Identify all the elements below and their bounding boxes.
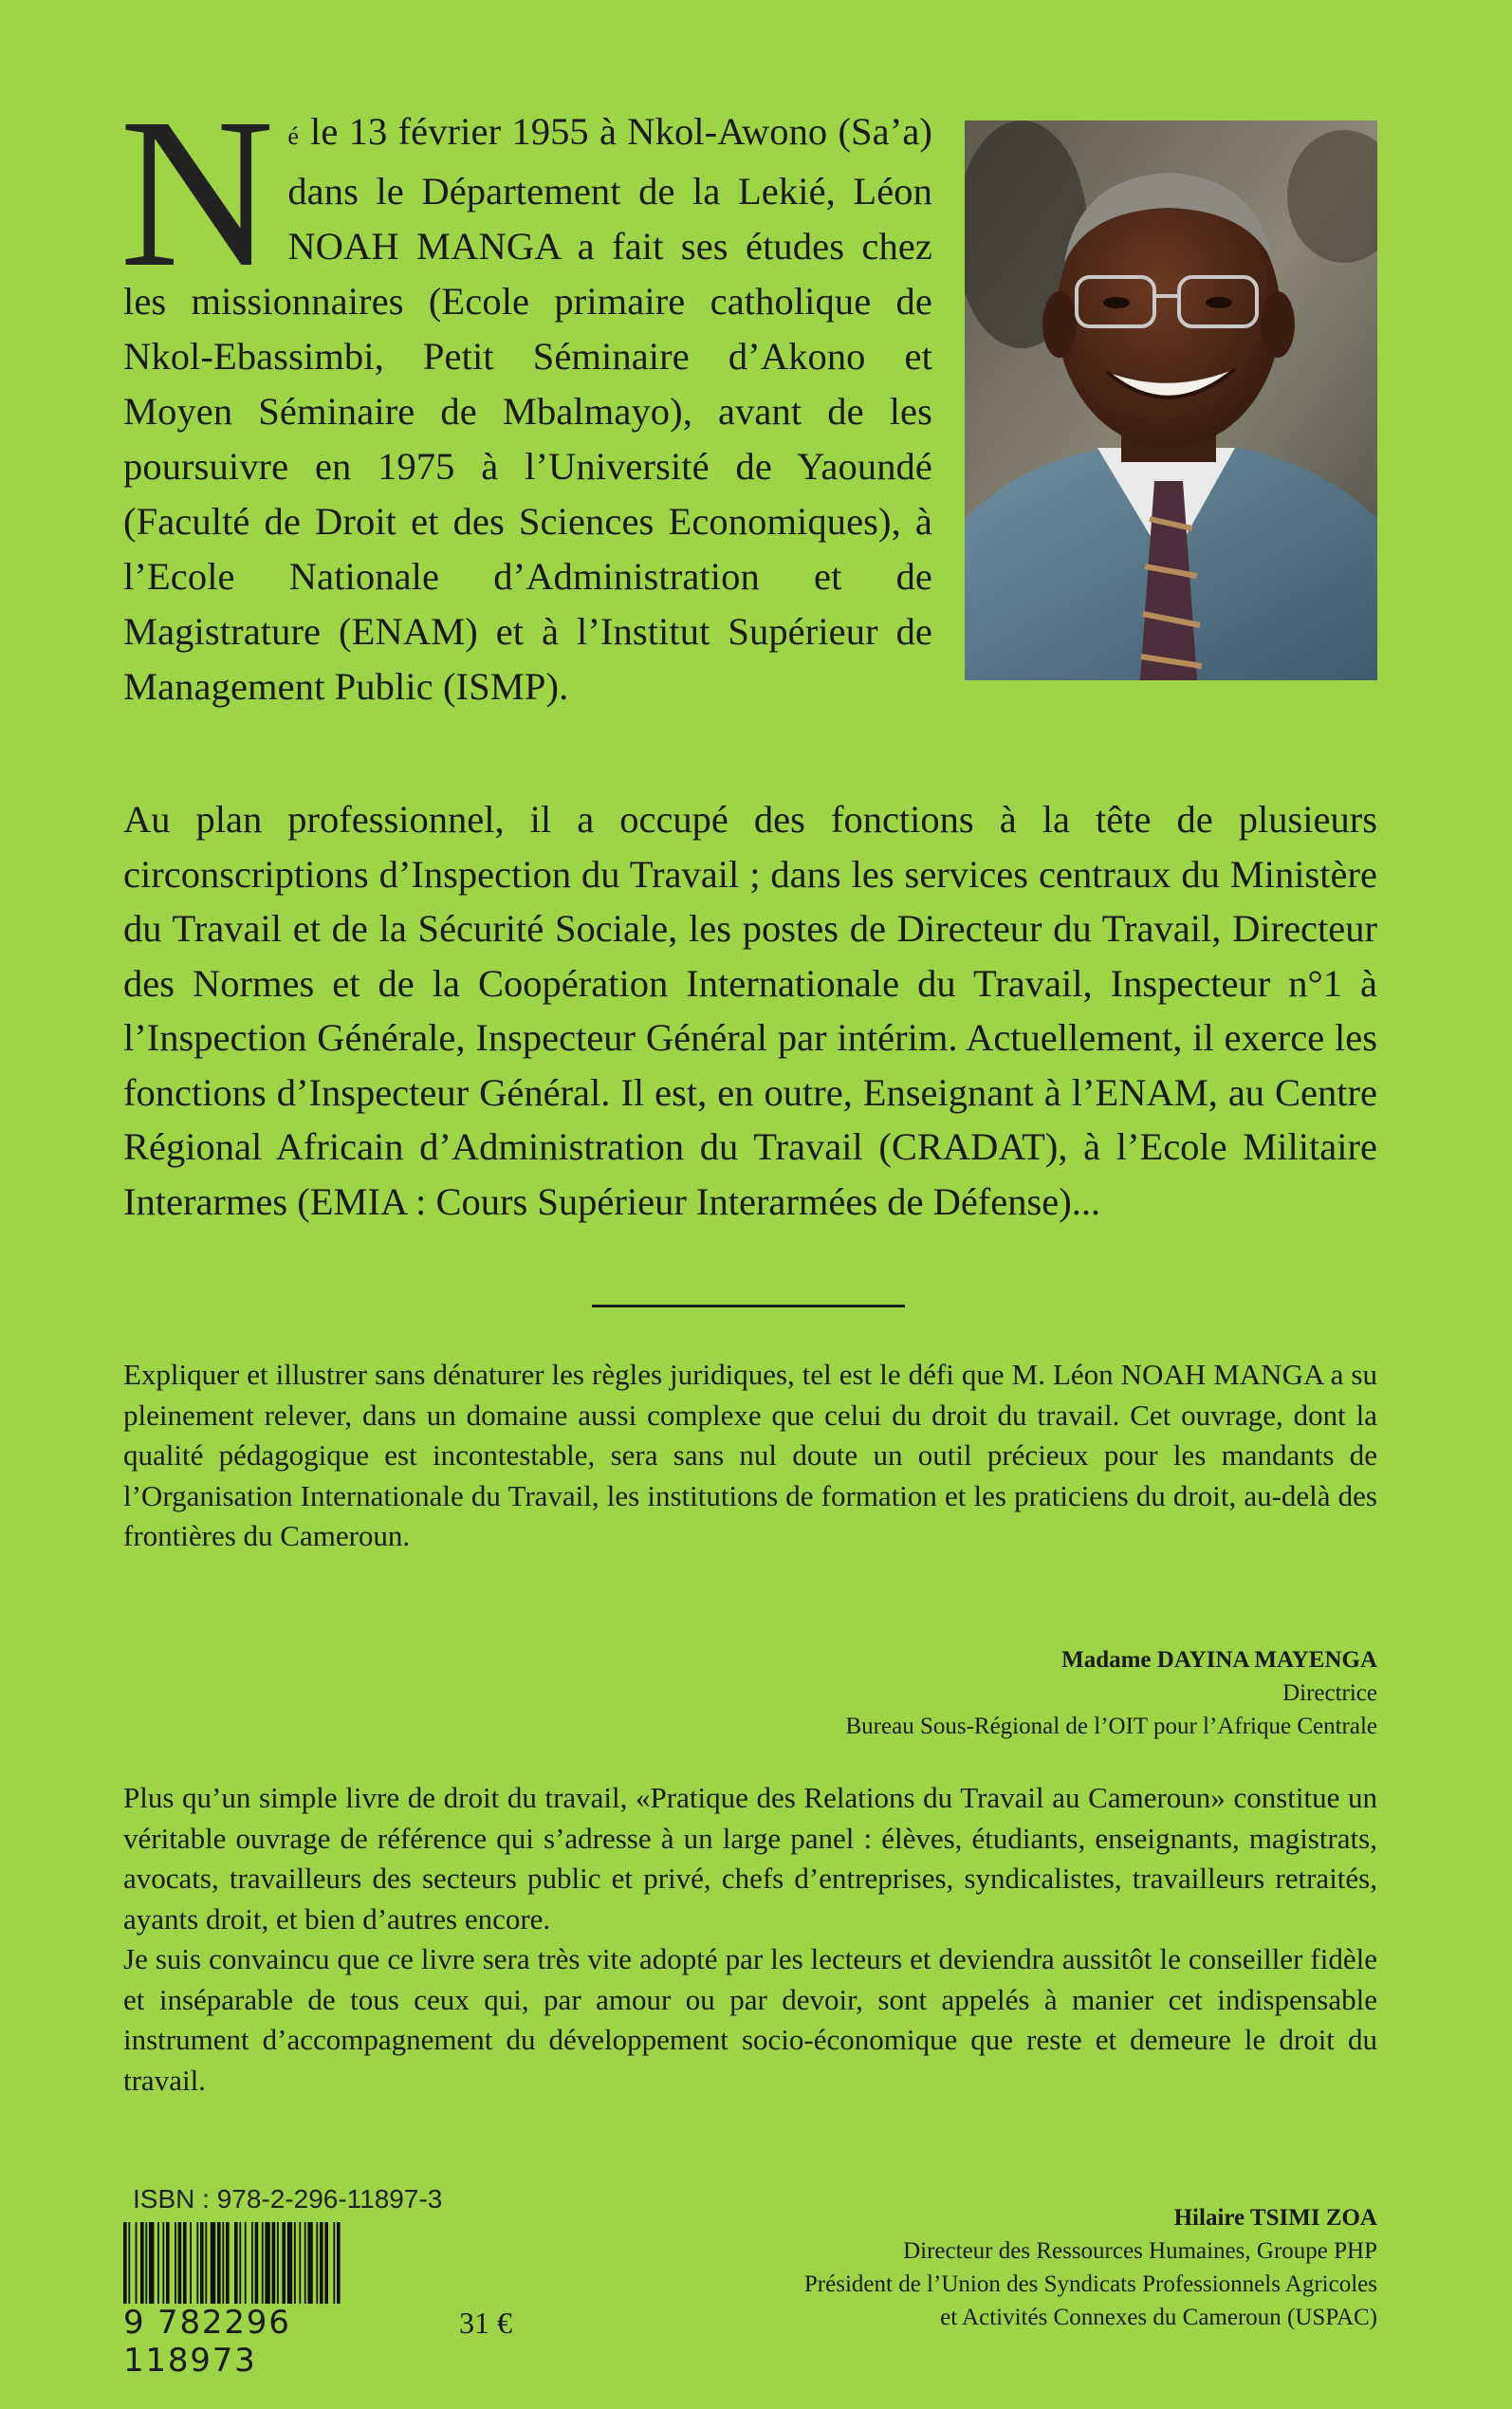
signature-title: Directrice — [1282, 1680, 1377, 1706]
barcode-bar — [282, 2222, 286, 2307]
barcode-bar — [234, 2222, 238, 2307]
barcode-bar — [316, 2222, 318, 2307]
barcode-bar — [222, 2222, 224, 2307]
barcode-bar — [166, 2222, 170, 2307]
drop-cap-rest: é — [287, 122, 300, 150]
barcode-bar — [272, 2222, 276, 2307]
signature-line-3: et Activités Connexes du Cameroun (USPAC) — [940, 2305, 1377, 2330]
testimonial-2 — [123, 1778, 1377, 2101]
barcode-bar — [149, 2222, 154, 2307]
barcode-bar — [196, 2222, 198, 2307]
barcode-bar — [299, 2222, 301, 2307]
author-bio-text — [120, 74, 932, 714]
barcode-bar — [140, 2222, 144, 2307]
barcode-bar — [262, 2222, 264, 2307]
barcode-bars — [121, 2222, 410, 2307]
barcode-bar — [304, 2222, 306, 2307]
barcode-bar — [239, 2222, 241, 2307]
barcode-bar — [136, 2222, 138, 2307]
barcode-digits: 9 782296 118973 — [121, 2304, 417, 2380]
barcode-bar — [217, 2222, 221, 2307]
drop-cap: N — [120, 74, 275, 311]
barcode-bar — [178, 2222, 182, 2307]
barcode-bar — [145, 2222, 147, 2307]
barcode-bar — [123, 2222, 127, 2307]
barcode-bar — [226, 2222, 230, 2307]
barcode-bar — [277, 2222, 279, 2307]
barcode-bar — [287, 2222, 292, 2307]
testimonial-2-paragraph-1: Plus qu’un simple livre de droit du travail, «Pratique des Relations du Travail au Cameroun» constitue un véritable ouvrage de référence qui s’adresse à un large panel : élèves, étudiants, enseignants, magistrats, avocats, travailleurs des secteurs public et privé, chefs d’entreprises, syndicalistes, travailleurs retraités, ayants droit, et bien d’autres encore. — [123, 1781, 1377, 1936]
barcode-bar — [307, 2222, 312, 2307]
barcode-bar — [211, 2222, 215, 2307]
signature-name: Hilaire TSIMI ZOA — [1173, 2205, 1377, 2231]
testimonial-2-signature — [804, 2201, 1377, 2334]
barcode-bar — [251, 2222, 253, 2307]
career-paragraph: Au plan professionnel, il a occupé des fonctions à la tête de plusieurs circonscriptions d’Inspection du Travail ; dans les services centraux du Ministère du Travail et de la Sécurité Sociale, les postes de Directeur du Travail, Directeur des Normes et de la Coopération Internationale du Travail, Inspecteur n°1 à l’Inspection Générale, Inspecteur Général par intérim. Actuellement, il exerce les fonctions d’Inspecteur Général. Il est, en outre, Enseignant à l’ENAM, au Centre Régional Africain d’Administration du Travail (CRADAT), à l’Ecole Militaire Interarmes (EMIA : Cours Supérieur Interarmées de Défense)... — [123, 798, 1377, 1223]
barcode-bar — [337, 2222, 341, 2307]
testimonial-2-paragraph-2: Je suis convaincu que ce livre sera très vite adopté par les lecteurs et deviendra aussitôt le conseiller fidèle et inséparable de tous ceux qui, par amour ou par devoir, sont appelés à manier cet indispensable instrument d’accompagnement du développement socio-économique que reste et demeure le droit du travail. — [123, 1942, 1377, 2097]
barcode-bar — [183, 2222, 187, 2307]
barcode-bar — [128, 2222, 130, 2307]
divider — [592, 1305, 905, 1307]
barcode-bar — [265, 2222, 269, 2307]
author-photo — [965, 120, 1377, 680]
barcode-bar — [162, 2222, 164, 2307]
barcode-bar — [245, 2222, 247, 2307]
testimonial-1: Expliquer et illustrer sans dénaturer les règles juridiques, tel est le défi que M. Léon NOAH MANGA a su pleinement relever, dans un domaine aussi complexe que celui du droit du travail. Cet ouvrage, dont la qualité pédagogique est incontestable, sera sans nul doute un outil précieux pour les mandants de l’Organisation Internationale du Travail, les institutions de formation et les praticiens du droit, au-delà des frontières du Cameroun. — [123, 1358, 1377, 1552]
barcode-bar — [205, 2222, 207, 2307]
barcode-bar — [190, 2222, 192, 2307]
barcode-bar — [324, 2222, 328, 2307]
signature-org: Bureau Sous-Régional de l’OIT pour l’Afrique Centrale — [845, 1714, 1377, 1739]
barcode-bar — [320, 2222, 323, 2307]
isbn-label: ISBN : 978-2-296-11897-3 — [133, 2184, 443, 2214]
testimonial-1-signature — [846, 1643, 1378, 1743]
bio-body: le 13 février 1955 à Nkol-Awono (Sa’a) dans le Département de la Lekié, Léon NOAH MANGA a fait ses études chez les missionnaires (Ecole primaire catholique de Nkol-Ebassimbi, Petit Séminaire d’Akono et Moyen Séminaire de Mbalmayo), avant de les poursuivre en 1975 à l’Université de Yaoundé (Faculté de Droit et des Sciences Economiques), à l’Ecole Nationale d’Administration et de Magistrature (ENAM) et à l’Institut Supérieur de Management Public (ISMP). — [123, 110, 932, 708]
barcode-bar — [333, 2222, 335, 2307]
signature-line-2: Président de l’Union des Syndicats Professionnels Agricoles — [803, 2271, 1377, 2297]
barcode-bar — [255, 2222, 259, 2307]
price: 31 € — [459, 2306, 512, 2340]
author-bio — [120, 74, 932, 714]
barcode-bar — [175, 2222, 176, 2307]
barcode-bar — [157, 2222, 159, 2307]
signature-name: Madame DAYINA MAYENGA — [1061, 1647, 1377, 1673]
barcode-bar — [294, 2222, 296, 2307]
barcode-bar — [200, 2222, 204, 2307]
signature-line-1: Directeur des Ressources Humaines, Groupe PHP — [903, 2238, 1377, 2264]
